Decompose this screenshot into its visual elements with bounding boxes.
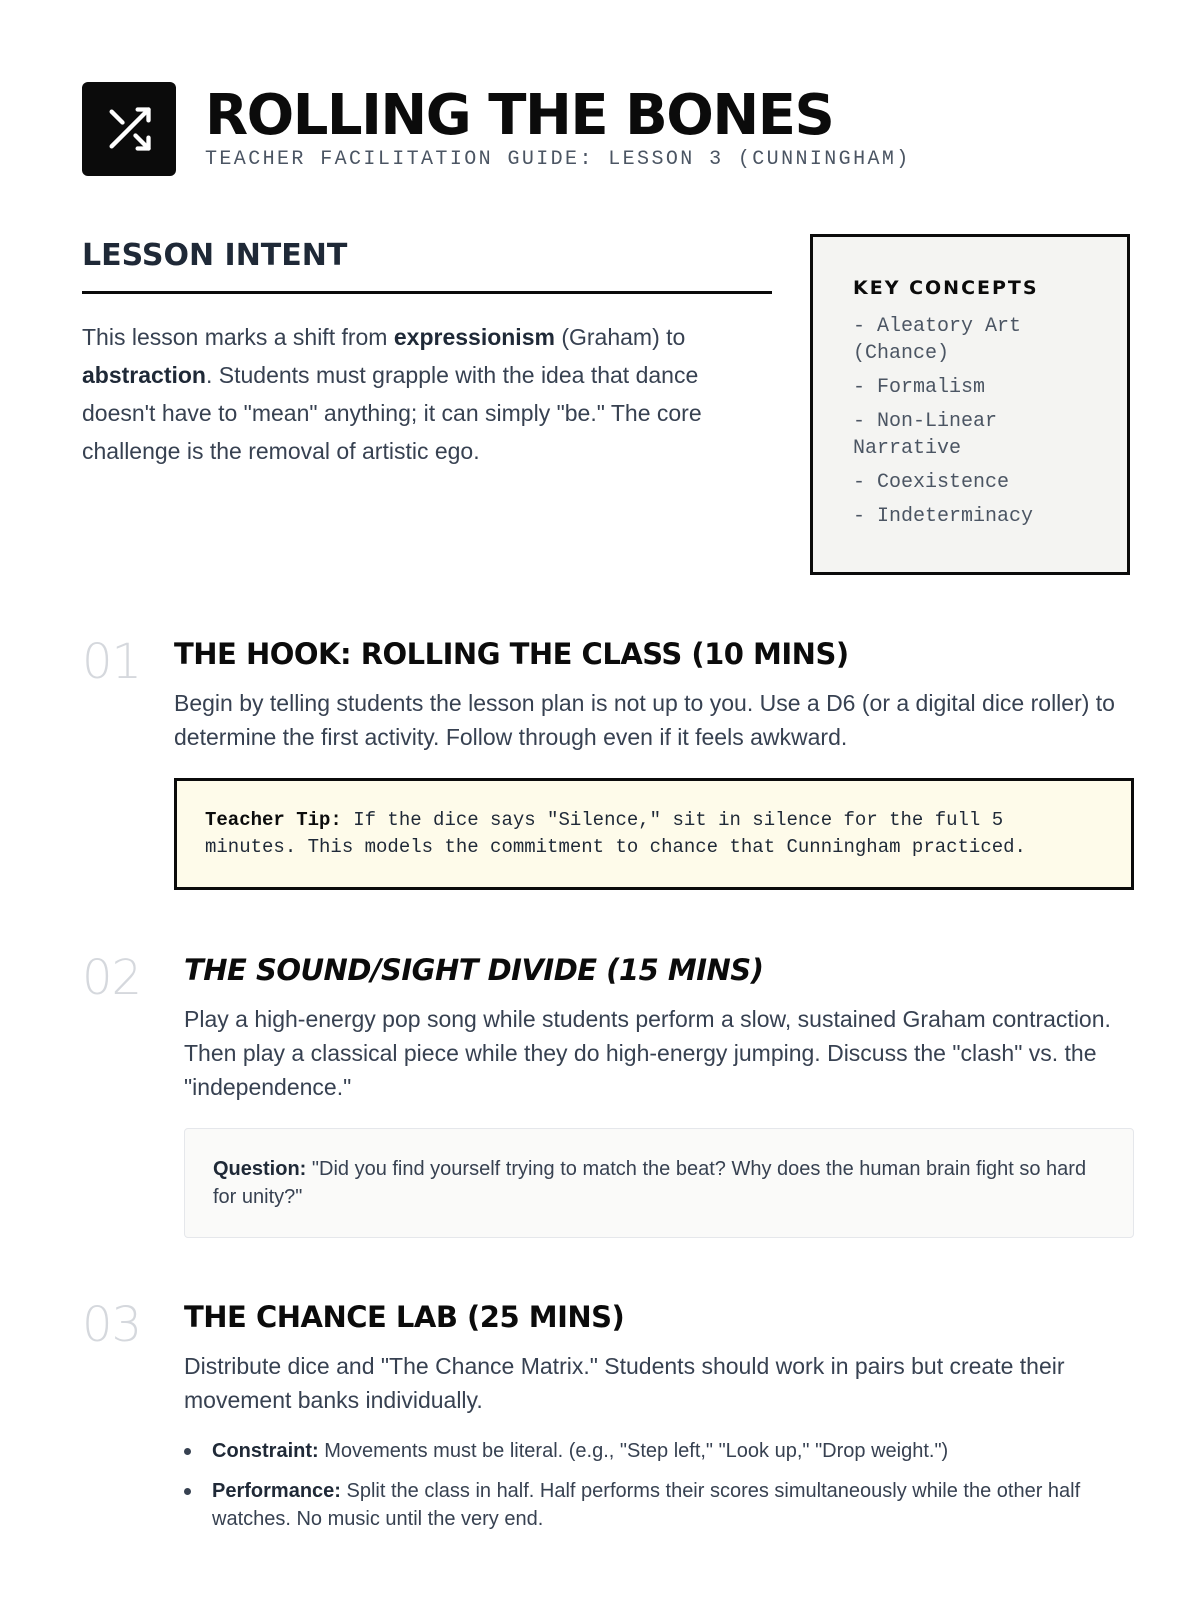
page-title: ROLLING THE BONES bbox=[205, 83, 834, 148]
discussion-question bbox=[184, 1128, 1134, 1238]
question-label: Question: bbox=[213, 1158, 307, 1180]
step-bullets bbox=[184, 1437, 1134, 1533]
bullet-dot bbox=[184, 1488, 191, 1495]
step-title: THE SOUND/SIGHT DIVIDE (15 MINS) bbox=[184, 953, 764, 987]
step-number: 01 bbox=[82, 634, 142, 690]
lesson-intent-heading: LESSON INTENT bbox=[82, 234, 772, 294]
key-concepts-list bbox=[853, 313, 1087, 530]
teacher-tip-text: If the dice says "Silence," sit in silence for the full 5 minutes. This models the commitment to chance that Cunningham practiced. bbox=[205, 809, 1026, 858]
question-text: "Did you find yourself trying to match the beat? Why does the human brain fight so hard for unity?" bbox=[213, 1158, 1087, 1208]
step-title: THE CHANCE LAB (25 MINS) bbox=[184, 1300, 625, 1334]
list-item bbox=[184, 1437, 1134, 1465]
shuffle-icon bbox=[103, 103, 155, 155]
step-number: 03 bbox=[82, 1297, 142, 1353]
intent-text-part: (Graham) to bbox=[554, 324, 686, 350]
concept-item: - Aleatory Art (Chance) bbox=[853, 315, 1022, 365]
lesson-intent bbox=[82, 234, 772, 470]
teacher-tip-label: Teacher Tip: bbox=[205, 809, 342, 831]
step-body bbox=[184, 1297, 1134, 1545]
bullet-dot bbox=[184, 1448, 191, 1455]
guide-page bbox=[82, 82, 1134, 579]
intent-row bbox=[82, 234, 1134, 579]
bullet-label: Performance: bbox=[212, 1480, 341, 1502]
title-block bbox=[205, 83, 911, 171]
step-body bbox=[184, 950, 1134, 1238]
intent-bold-abstraction: abstraction bbox=[82, 362, 206, 388]
step-description: Distribute dice and "The Chance Matrix." Students should work in pairs but create their movement banks individually. bbox=[184, 1353, 1065, 1413]
key-concepts-heading: KEY CONCEPTS bbox=[853, 277, 1039, 299]
intent-text-part: . Students must grapple with the idea that dance doesn't have to "mean" anything; it can simply "be." The core challenge is the removal of artistic ego. bbox=[82, 362, 702, 464]
teacher-tip bbox=[174, 778, 1134, 890]
step-title: THE HOOK: ROLLING THE CLASS (10 MINS) bbox=[174, 637, 849, 671]
list-item bbox=[184, 1477, 1134, 1533]
concept-item: - Formalism bbox=[853, 376, 986, 399]
key-concepts-box bbox=[810, 234, 1130, 575]
logo bbox=[82, 82, 176, 176]
bullet-text: Split the class in half. Half performs their scores simultaneously while the other half watches. No music until the very end. bbox=[212, 1480, 1081, 1530]
step-description: Begin by telling students the lesson plan is not up to you. Use a D6 (or a digital dice roller) to determine the first activity. Follow through even if it feels awkward. bbox=[174, 690, 1115, 750]
step-description: Play a high-energy pop song while students perform a slow, sustained Graham contraction. Then play a classical piece while they do high-energy jumping. Discuss the "clash" vs. the "independence." bbox=[184, 1006, 1111, 1100]
concept-item: - Indeterminacy bbox=[853, 505, 1034, 528]
lesson-intent-text bbox=[82, 318, 772, 470]
intent-bold-expressionism: expressionism bbox=[393, 324, 555, 350]
intent-text-part: This lesson marks a shift from bbox=[82, 324, 394, 350]
step-number: 02 bbox=[82, 950, 142, 1006]
header bbox=[82, 82, 1134, 176]
step-body bbox=[174, 634, 1134, 890]
page-subtitle: TEACHER FACILITATION GUIDE: LESSON 3 (CUNNINGHAM) bbox=[205, 148, 911, 171]
concept-item: - Coexistence bbox=[853, 471, 1010, 494]
bullet-text: Movements must be literal. (e.g., "Step left," "Look up," "Drop weight.") bbox=[318, 1440, 949, 1462]
concept-item: - Non-Linear Narrative bbox=[853, 410, 998, 460]
bullet-label: Constraint: bbox=[212, 1440, 319, 1462]
